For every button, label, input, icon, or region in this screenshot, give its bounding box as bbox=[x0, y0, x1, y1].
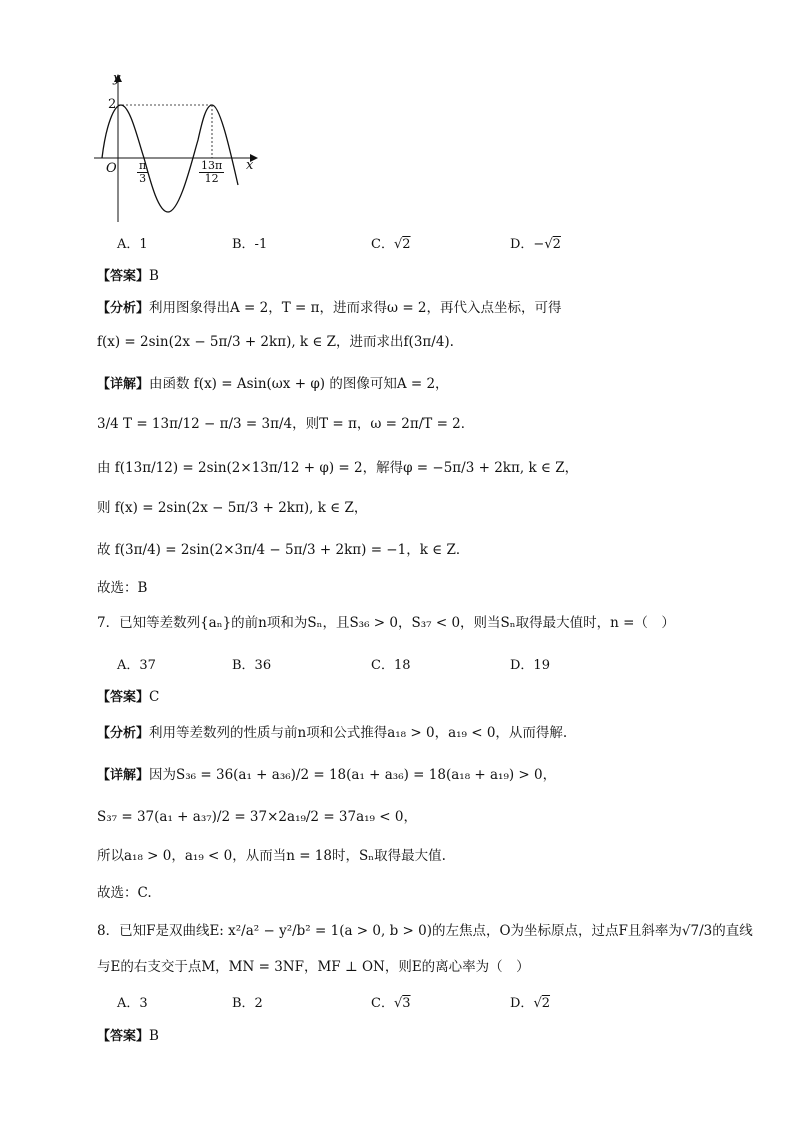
q8-choice-d: D．√2 bbox=[510, 996, 551, 1011]
graph-x-label: x bbox=[246, 158, 254, 173]
answer-tag: 【答案】 bbox=[97, 269, 150, 284]
q7-answer: 【答案】C bbox=[97, 689, 160, 705]
q6-analysis-2: f(x) = 2sin(2x − 5π/3 + 2kπ), k ∈ Z，进而求出f(3π/4). bbox=[97, 334, 454, 350]
q8-stem-2: 与E的右支交于点M，MN = 3NF，MF ⊥ ON，则E的离心率为（ ） bbox=[97, 959, 530, 975]
q7-analysis: 【分析】利用等差数列的性质与前n项和公式推得a₁₈ > 0，a₁₉ < 0，从而得解. bbox=[97, 725, 568, 741]
q7-choice-a: A．37 bbox=[117, 658, 156, 673]
q8-choice-b: B．2 bbox=[232, 996, 263, 1011]
q7-choice-c: C．18 bbox=[371, 658, 411, 673]
q6-choice-c: C．√2 bbox=[371, 237, 411, 252]
graph-y-value: 2 bbox=[108, 97, 117, 112]
graph-origin-label: O bbox=[106, 161, 117, 176]
q6-detail-1: 【详解】由函数 f(x) = Asin(ωx + φ) 的图像可知A = 2， bbox=[97, 376, 449, 392]
q8-answer: 【答案】B bbox=[97, 1028, 159, 1044]
q7-select: 故选：C. bbox=[97, 885, 152, 901]
q6-answer: 【答案】B bbox=[97, 268, 159, 284]
q6-choice-b: B．-1 bbox=[232, 237, 268, 252]
q6-detail-5: 故 f(3π/4) = 2sin(2×3π/4 − 5π/3 + 2kπ) = −1，k ∈ Z． bbox=[97, 542, 470, 558]
q6-detail-4: 则 f(x) = 2sin(2x − 5π/3 + 2kπ), k ∈ Z， bbox=[97, 500, 368, 516]
q6-analysis-1: 【分析】利用图象得出A = 2，T = π，进而求得ω = 2，再代入点坐标，可得 bbox=[97, 300, 562, 316]
q6-choice-d: D．−√2 bbox=[510, 237, 561, 252]
q8-choice-c: C．√3 bbox=[371, 996, 411, 1011]
q7-choice-d: D．19 bbox=[510, 658, 550, 673]
q6-select: 故选：B bbox=[97, 580, 148, 596]
graph-tick-13pi-12: $\frac{13\pi}{12}$ bbox=[201, 159, 223, 185]
q7-detail-1: 【详解】因为S₃₆ = 36(a₁ + a₃₆)/2 = 18(a₁ + a₃₆) = 18(a₁₈ + a₁₉) > 0， bbox=[97, 767, 557, 783]
q6-choice-a: A．1 bbox=[117, 237, 148, 252]
q8-choice-a: A．3 bbox=[117, 996, 148, 1011]
q7-choice-b: B．36 bbox=[232, 658, 272, 673]
q6-detail-2: 3/4 T = 13π/12 − π/3 = 3π/4，则T = π，ω = 2π/T = 2． bbox=[97, 416, 475, 432]
q8-stem-1: 8．已知F是双曲线E: x²/a² − y²/b² = 1(a > 0, b > 0)的左焦点，O为坐标原点，过点F且斜率为√7/3的直线 bbox=[97, 923, 753, 939]
q7-detail-3: 所以a₁₈ > 0，a₁₉ < 0，从而当n = 18时，Sₙ取得最大值. bbox=[97, 848, 446, 864]
graph-y-label: y bbox=[113, 71, 121, 86]
graph-tick-pi-3: $\frac{\pi}{3}$ bbox=[139, 159, 147, 185]
q7-detail-2: S₃₇ = 37(a₁ + a₃₇)/2 = 37×2a₁₉/2 = 37a₁₉ < 0， bbox=[97, 809, 417, 825]
q6-detail-3: 由 f(13π/12) = 2sin(2×13π/12 + φ) = 2，解得φ = −5π/3 + 2kπ, k ∈ Z， bbox=[97, 460, 579, 476]
q7-stem: 7．已知等差数列{aₙ}的前n项和为Sₙ，且S₃₆ > 0，S₃₇ < 0，则当Sₙ取得最大值时，n =（ ） bbox=[97, 615, 675, 631]
sine-graph bbox=[88, 70, 268, 230]
